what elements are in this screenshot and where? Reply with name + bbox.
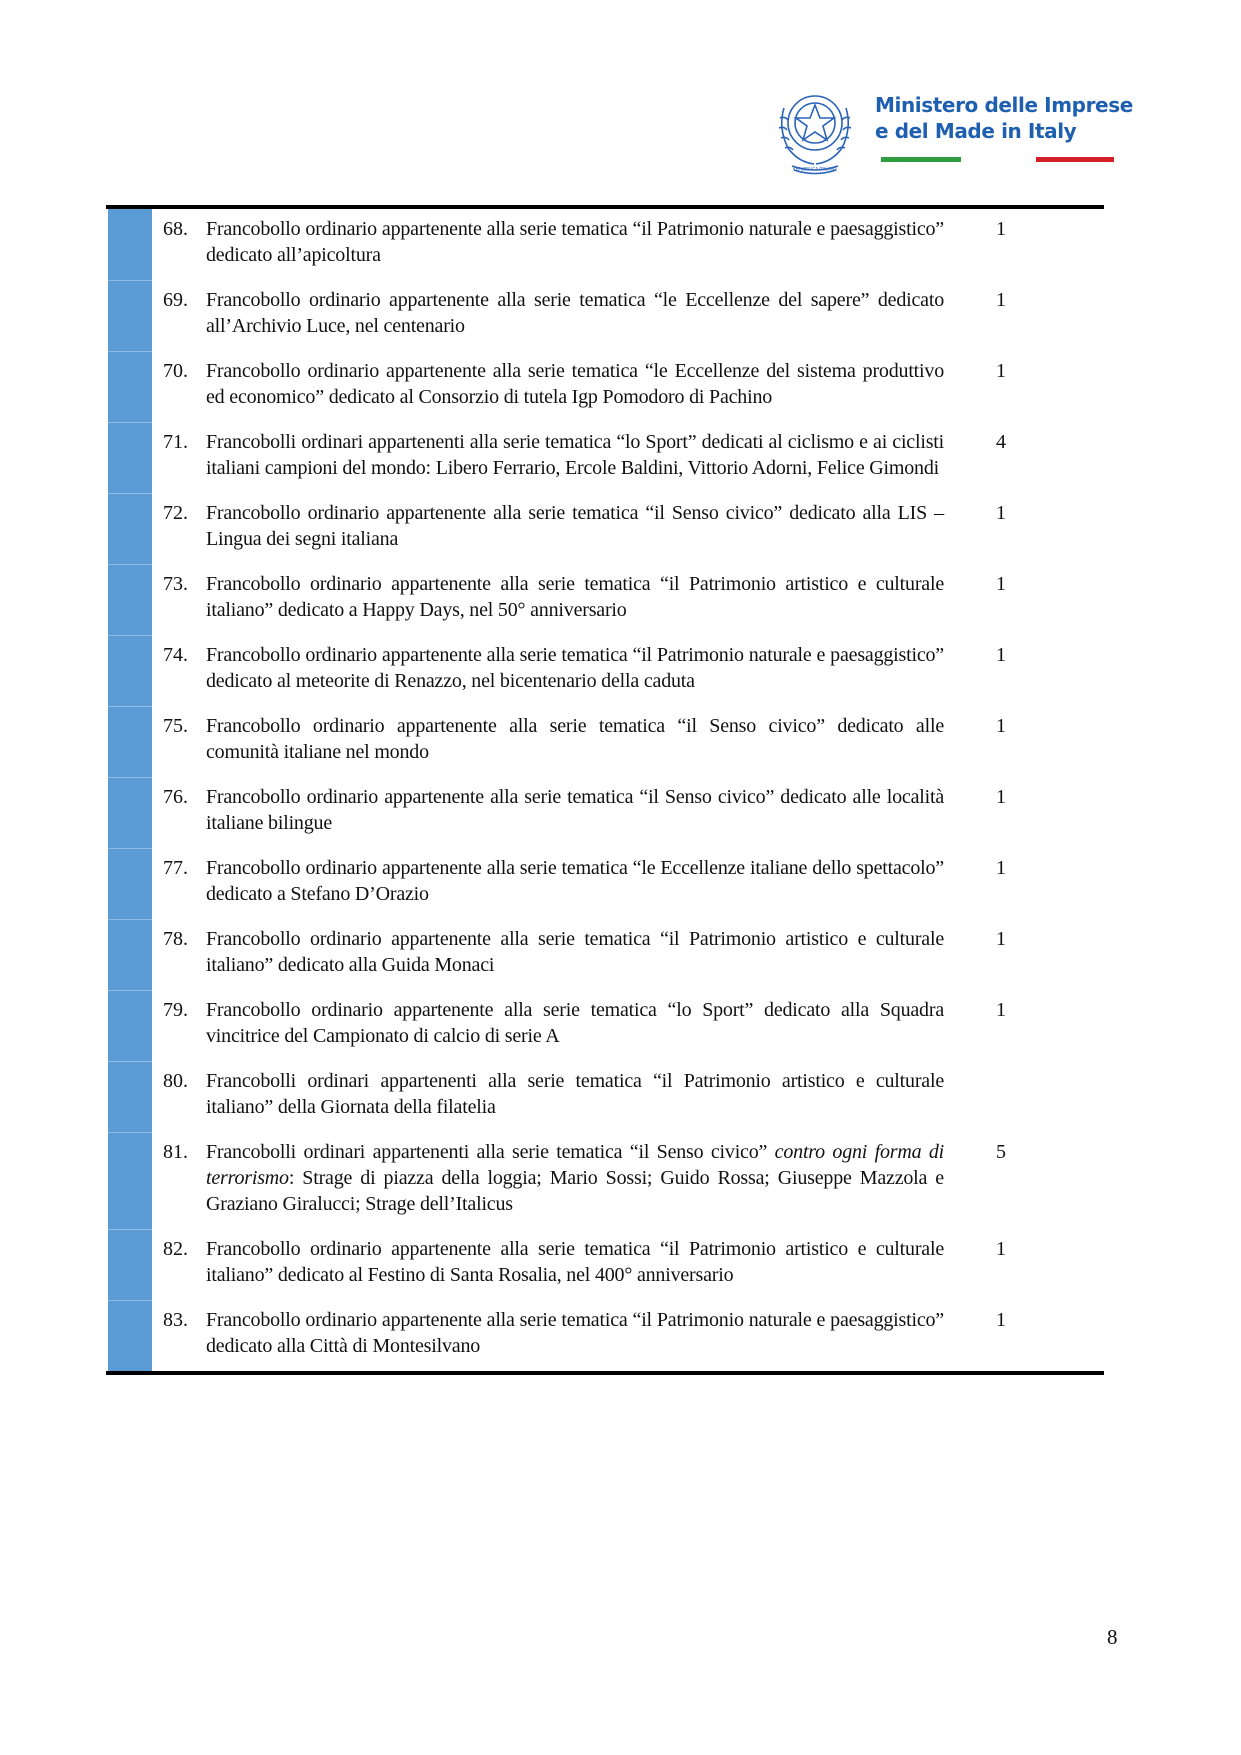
ministry-name [875, 92, 1133, 144]
table-row [106, 351, 1104, 422]
item-description: Francobollo ordinario appartenente alla serie tematica “il Senso civico” dedicato alle località italiane bilingue [206, 786, 944, 834]
row-main-cell [152, 777, 944, 848]
row-main-cell [152, 351, 944, 422]
page-number: 8 [1107, 1625, 1118, 1649]
item-number: 73. [163, 573, 188, 595]
item-quantity: 1 [996, 360, 1006, 382]
item-description-text: Francobolli ordinari appartenenti alla serie tematica “il Senso civico” [206, 1141, 775, 1163]
item-description: Francobollo ordinario appartenente alla serie tematica “il Patrimonio naturale e paesaggistico” dedicato al meteorite di Renazzo, nel bicentenario della caduta [206, 644, 944, 692]
item-quantity: 4 [996, 431, 1006, 453]
item-description-text: : Strage di piazza della loggia; Mario Sossi; Guido Rossa; Giuseppe Mazzola e Graziano Giralucci; Strage dell’Italicus [206, 1167, 944, 1215]
item-number: 69. [163, 289, 188, 311]
emblem-text: REPUBBLICA ITALIANA [792, 166, 838, 172]
item-number: 72. [163, 502, 188, 524]
row-main-cell [152, 280, 944, 351]
row-accent-cell [108, 635, 152, 706]
item-number: 80. [163, 1070, 188, 1092]
row-main-cell [152, 1132, 944, 1229]
item-quantity: 1 [996, 857, 1006, 879]
ministry-name-line-2: e del Made in Italy [875, 119, 1077, 143]
row-main-cell [152, 706, 944, 777]
item-description: Francobolli ordinari appartenenti alla serie tematica “il Patrimonio artistico e culturale italiano” della Giornata della filatelia [206, 1070, 944, 1118]
row-main-cell [152, 1300, 944, 1371]
item-description: Francobollo ordinario appartenente alla serie tematica “il Senso civico” dedicato alla LIS – Lingua dei segni italiana [206, 502, 944, 550]
row-accent-cell [108, 351, 152, 422]
item-number: 68. [163, 218, 188, 240]
row-main-cell [152, 990, 944, 1061]
table-row [106, 777, 1104, 848]
row-accent-cell [108, 1132, 152, 1229]
item-quantity: 1 [996, 928, 1006, 950]
table-row [106, 564, 1104, 635]
table-row [106, 1229, 1104, 1300]
item-quantity: 5 [996, 1141, 1006, 1163]
table-row [106, 493, 1104, 564]
item-quantity: 1 [996, 502, 1006, 524]
row-main-cell [152, 1061, 944, 1132]
item-number: 81. [163, 1141, 188, 1163]
item-description-italic: contro ogni forma di terrorismo [206, 1141, 944, 1189]
item-number: 79. [163, 999, 188, 1021]
row-accent-cell [108, 990, 152, 1061]
item-number: 78. [163, 928, 188, 950]
row-main-cell [152, 919, 944, 990]
item-quantity: 1 [996, 1309, 1006, 1331]
item-number: 71. [163, 431, 188, 453]
row-accent-cell [108, 919, 152, 990]
row-accent-cell [108, 209, 152, 280]
table-row [106, 706, 1104, 777]
italian-emblem-icon [770, 78, 860, 176]
item-quantity: 1 [996, 644, 1006, 666]
item-number: 74. [163, 644, 188, 666]
item-number: 83. [163, 1309, 188, 1331]
row-accent-cell [108, 280, 152, 351]
item-description: Francobollo ordinario appartenente alla serie tematica “il Senso civico” dedicato alle comunità italiane nel mondo [206, 715, 944, 763]
row-main-cell [152, 635, 944, 706]
row-main-cell [152, 493, 944, 564]
item-number: 75. [163, 715, 188, 737]
item-quantity: 1 [996, 715, 1006, 737]
table-row [106, 422, 1104, 493]
table-row [106, 919, 1104, 990]
item-quantity: 1 [996, 999, 1006, 1021]
item-description: Francobollo ordinario appartenente alla serie tematica “le Eccellenze del sistema produttivo ed economico” dedicato al Consorzio di tutela Igp Pomodoro di Pachino [206, 360, 944, 408]
row-accent-cell [108, 493, 152, 564]
row-accent-cell [108, 564, 152, 635]
item-description: Francobolli ordinari appartenenti alla serie tematica “lo Sport” dedicati al ciclismo e ai ciclisti italiani campioni del mondo: Libero Ferrario, Ercole Baldini, Vittorio Adorni, Felice Gimondi [206, 431, 944, 479]
item-quantity: 1 [996, 218, 1006, 240]
table-row [106, 635, 1104, 706]
item-description: Francobollo ordinario appartenente alla serie tematica “le Eccellenze italiane dello spettacolo” dedicato a Stefano D’Orazio [206, 857, 944, 905]
item-description: Francobollo ordinario appartenente alla serie tematica “il Patrimonio artistico e culturale italiano” dedicato al Festino di Santa Rosalia, nel 400° anniversario [206, 1238, 944, 1286]
flag-red-bar [1036, 157, 1114, 162]
item-quantity: 1 [996, 289, 1006, 311]
row-main-cell [152, 1229, 944, 1300]
table-row [106, 1132, 1104, 1229]
row-accent-cell [108, 422, 152, 493]
item-number: 77. [163, 857, 188, 879]
ministry-name-line-1: Ministero delle Imprese [875, 93, 1133, 117]
row-main-cell [152, 564, 944, 635]
row-accent-cell [108, 848, 152, 919]
item-description: Francobollo ordinario appartenente alla serie tematica “lo Sport” dedicato alla Squadra vincitrice del Campionato di calcio di serie A [206, 999, 944, 1047]
row-accent-cell [108, 1229, 152, 1300]
table-row [106, 280, 1104, 351]
table-row [106, 1300, 1104, 1371]
item-quantity: 1 [996, 1238, 1006, 1260]
item-description: Francobollo ordinario appartenente alla serie tematica “il Patrimonio naturale e paesaggistico” dedicato all’apicoltura [206, 218, 944, 266]
item-quantity [944, 1061, 1026, 1068]
row-accent-cell [108, 1061, 152, 1132]
table-row [106, 209, 1104, 280]
item-number: 76. [163, 786, 188, 808]
stamp-list-table [106, 205, 1104, 1375]
item-quantity: 1 [996, 786, 1006, 808]
row-accent-cell [108, 706, 152, 777]
item-description: Francobollo ordinario appartenente alla serie tematica “il Patrimonio artistico e culturale italiano” dedicato alla Guida Monaci [206, 928, 944, 976]
table-row [106, 990, 1104, 1061]
flag-green-bar [881, 157, 961, 162]
table-row [106, 848, 1104, 919]
row-main-cell [152, 422, 944, 493]
item-description: Francobollo ordinario appartenente alla serie tematica “le Eccellenze del sapere” dedicato all’Archivio Luce, nel centenario [206, 289, 944, 337]
item-description [206, 1139, 944, 1217]
item-description: Francobollo ordinario appartenente alla serie tematica “il Patrimonio artistico e culturale italiano” dedicato a Happy Days, nel 50° anniversario [206, 573, 944, 621]
row-accent-cell [108, 1300, 152, 1371]
ministry-logo [770, 78, 1133, 178]
item-quantity: 1 [996, 573, 1006, 595]
item-number: 82. [163, 1238, 188, 1260]
row-main-cell [152, 209, 944, 280]
row-main-cell [152, 848, 944, 919]
row-accent-cell [108, 777, 152, 848]
item-description: Francobollo ordinario appartenente alla serie tematica “il Patrimonio naturale e paesaggistico” dedicato alla Città di Montesilvano [206, 1309, 944, 1357]
item-number: 70. [163, 360, 188, 382]
table-row [106, 1061, 1104, 1132]
